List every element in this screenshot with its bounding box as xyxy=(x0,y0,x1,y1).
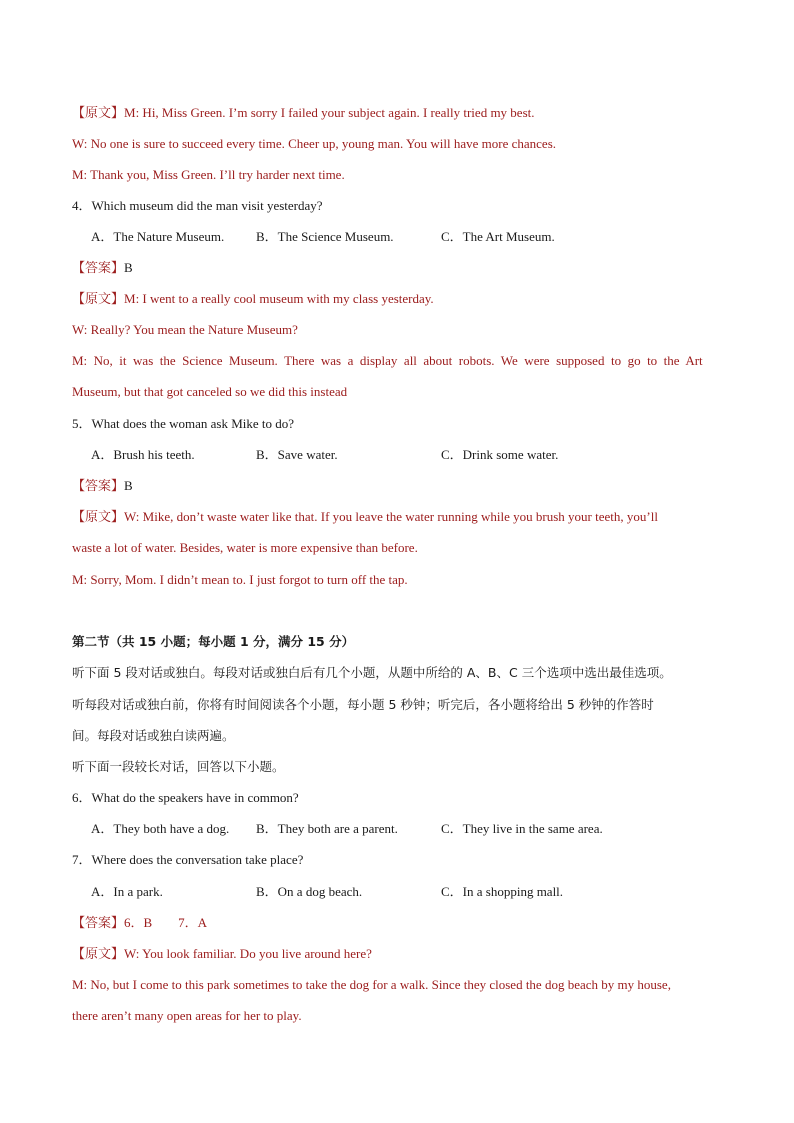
transcript-tag: 【原文】 xyxy=(72,105,125,120)
option-4a: A．The Nature Museum. xyxy=(91,229,225,244)
option-6c: C．They live in the same area. xyxy=(441,821,603,836)
transcript-text: M: I went to a really cool museum with my class yesterday. xyxy=(124,291,434,306)
option-7a: A．In a park. xyxy=(91,884,163,899)
instruction-line: 听每段对话或独白前，你将有时间阅读各个小题，每小题 5 秒钟；听完后，各小题将给出 5 秒钟的作答时 xyxy=(72,697,654,712)
option-5a: A．Brush his teeth. xyxy=(91,447,195,462)
answer-value: B xyxy=(124,478,133,493)
transcript-line: M: Sorry, Mom. I didn’t mean to. I just forgot to turn off the tap. xyxy=(72,572,408,587)
option-5b: B．Save water. xyxy=(256,447,338,462)
question-5: 5．What does the woman ask Mike to do? xyxy=(72,416,295,431)
transcript-line xyxy=(72,945,724,963)
answer-4 xyxy=(72,259,724,277)
answer-value: 6．B 7．A xyxy=(124,915,208,930)
answer-tag: 【答案】 xyxy=(72,478,125,493)
option-5c: C．Drink some water. xyxy=(441,447,559,462)
option-6a: A．They both have a dog. xyxy=(91,821,230,836)
transcript-text: W: You look familiar. Do you live around here? xyxy=(124,946,372,961)
option-4c: C．The Art Museum. xyxy=(441,229,555,244)
transcript-tag: 【原文】 xyxy=(72,946,125,961)
section-heading: 第二节（共 15 小题；每小题 1 分，满分 15 分） xyxy=(72,634,355,649)
instruction-line: 间。每段对话或独白读两遍。 xyxy=(72,728,235,743)
option-4b: B．The Science Museum. xyxy=(256,229,394,244)
question-6: 6．What do the speakers have in common? xyxy=(72,790,299,805)
transcript-line: M: Thank you, Miss Green. I’ll try harder next time. xyxy=(72,167,345,182)
transcript-line: waste a lot of water. Besides, water is more expensive than before. xyxy=(72,540,418,555)
transcript-line xyxy=(72,290,724,308)
transcript-line: Museum, but that got canceled so we did this instead xyxy=(72,384,348,399)
option-7c: C．In a shopping mall. xyxy=(441,884,564,899)
instruction-line: 听下面 5 段对话或独白。每段对话或独白后有几个小题，从题中所给的 A、B、C 三个选项中选出最佳选项。 xyxy=(72,665,672,680)
answer-tag: 【答案】 xyxy=(72,915,125,930)
transcript-line: W: No one is sure to succeed every time. Cheer up, young man. You will have more chances. xyxy=(72,136,557,151)
transcript-line: W: Really? You mean the Nature Museum? xyxy=(72,322,298,337)
option-6b: B．They both are a parent. xyxy=(256,821,398,836)
transcript-tag: 【原文】 xyxy=(72,509,125,524)
answer-6-7 xyxy=(72,914,724,932)
question-4: 4．Which museum did the man visit yesterday? xyxy=(72,198,323,213)
answer-tag: 【答案】 xyxy=(72,260,125,275)
transcript-line: M: No, it was the Science Museum. There was a display all about robots. We were supposed to go to the Art xyxy=(72,353,703,368)
option-7b: B．On a dog beach. xyxy=(256,884,363,899)
transcript-text: M: Hi, Miss Green. I’m sorry I failed your subject again. I really tried my best. xyxy=(124,105,535,120)
transcript-line xyxy=(72,508,724,526)
transcript-line: there aren’t many open areas for her to play. xyxy=(72,1008,302,1023)
answer-value: B xyxy=(124,260,133,275)
transcript-line: M: No, but I come to this park sometimes to take the dog for a walk. Since they closed the dog beach by my house, xyxy=(72,977,671,992)
question-7: 7．Where does the conversation take place? xyxy=(72,852,304,867)
transcript-text: W: Mike, don’t waste water like that. If you leave the water running while you brush your teeth, you’ll xyxy=(124,509,658,524)
answer-5 xyxy=(72,477,724,495)
instruction-line: 听下面一段较长对话，回答以下小题。 xyxy=(72,759,285,774)
transcript-tag: 【原文】 xyxy=(72,291,125,306)
transcript-line xyxy=(72,104,724,122)
